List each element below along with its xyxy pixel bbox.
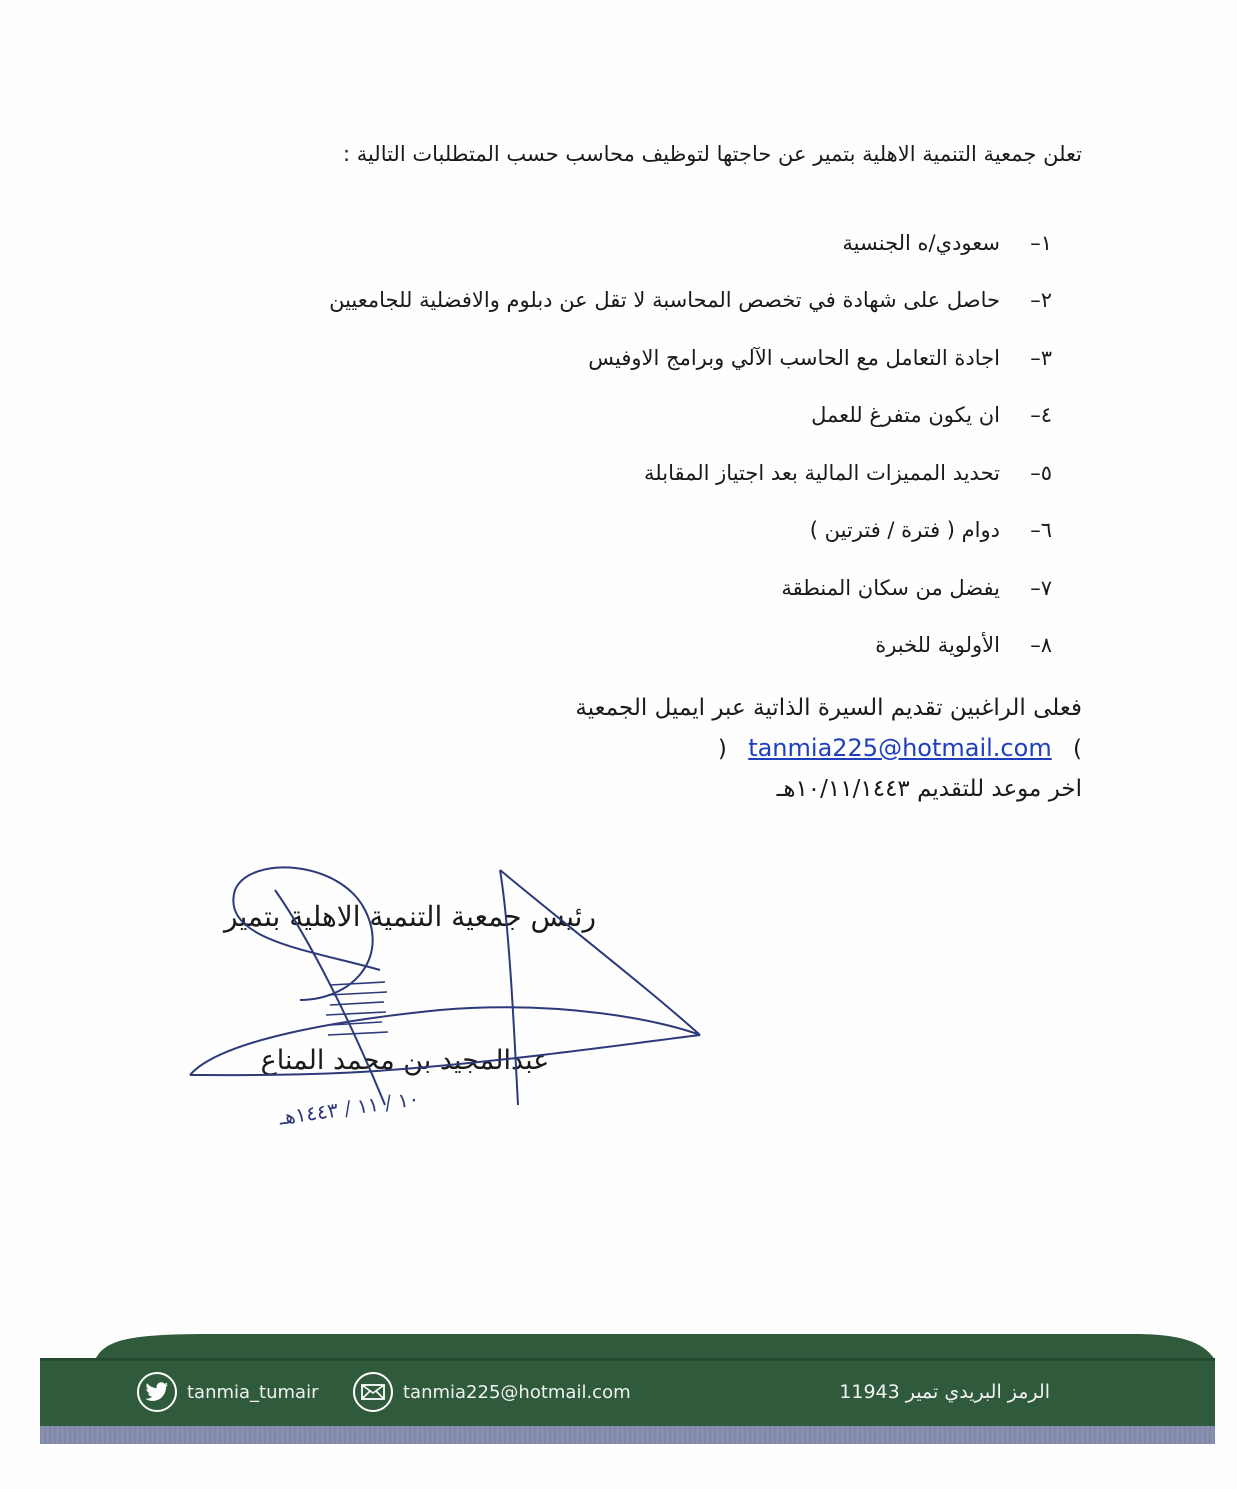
list-item	[152, 214, 1052, 272]
list-item-number: ١–	[1030, 230, 1052, 255]
list-item-number: ٢–	[1030, 288, 1052, 313]
signatory-name: عبدالمجيد بن محمد المناع	[260, 1045, 550, 1076]
footer-postal-code: الرمز البريدي تمير 11943	[839, 1381, 1050, 1403]
requirements-list	[152, 214, 1052, 674]
list-item	[152, 502, 1052, 560]
list-item-text: تحديد المميزات المالية بعد اجتياز المقابلة	[644, 460, 1000, 485]
twitter-handle: tanmia_tumair	[187, 1381, 319, 1403]
close-paren: (	[1073, 736, 1082, 762]
list-item-text: الأولوية للخبرة	[875, 633, 1000, 658]
footer-curve-decoration	[95, 1330, 1215, 1360]
announcement-intro: تعلن جمعية التنمية الاهلية بتمير عن حاجتها لتوظيف محاسب حسب المتطلبات التالية :	[342, 142, 1082, 166]
application-deadline: اخر موعد للتقديم ١٠/١١/١٤٤٣هـ	[776, 776, 1082, 802]
list-item	[152, 329, 1052, 387]
footer-email-text: tanmia225@hotmail.com	[403, 1381, 631, 1403]
signatory-title: رئيس جمعية التنمية الاهلية بتمير	[224, 900, 596, 933]
list-item	[152, 272, 1052, 330]
application-email-line	[182, 728, 1082, 769]
list-item-text: يفضل من سكان المنطقة	[781, 575, 1000, 600]
list-item-text: حاصل على شهادة في تخصص المحاسبة لا تقل عن دبلوم والافضلية للجامعيين	[329, 288, 1000, 313]
list-item-text: اجادة التعامل مع الحاسب الآلي وبرامج الاوفيس	[588, 345, 1000, 370]
list-item-number: ٧–	[1030, 575, 1052, 600]
handwritten-date: ١٠ / ١١ / ١٤٤٣هـ	[277, 1086, 421, 1130]
signature-block	[180, 850, 740, 1170]
footer-email[interactable]	[353, 1373, 631, 1411]
list-item-text: ان يكون متفرغ للعمل	[811, 403, 1000, 428]
application-line: فعلى الراغبين تقديم السيرة الذاتية عبر ايميل الجمعية	[575, 695, 1082, 721]
list-item-number: ٤–	[1030, 403, 1052, 428]
open-paren: )	[717, 736, 727, 762]
list-item-number: ٣–	[1030, 345, 1052, 370]
list-item-number: ٥–	[1030, 460, 1052, 485]
footer-stripe	[40, 1426, 1215, 1444]
footer-twitter[interactable]	[137, 1373, 319, 1411]
application-email-link[interactable]: tanmia225@hotmail.com	[748, 734, 1052, 762]
envelope-icon	[353, 1372, 393, 1412]
list-item-text: دوام ( فترة / فترتين )	[809, 518, 1000, 543]
list-item	[152, 617, 1052, 675]
list-item-text: سعودي/ه الجنسية	[842, 230, 1000, 255]
list-item	[152, 559, 1052, 617]
handwritten-signature-icon	[180, 850, 740, 1170]
application-instructions	[182, 688, 1082, 809]
twitter-icon	[137, 1372, 177, 1412]
list-item	[152, 444, 1052, 502]
list-item-number: ٦–	[1030, 518, 1052, 543]
list-item-number: ٨–	[1030, 633, 1052, 658]
list-item	[152, 387, 1052, 445]
